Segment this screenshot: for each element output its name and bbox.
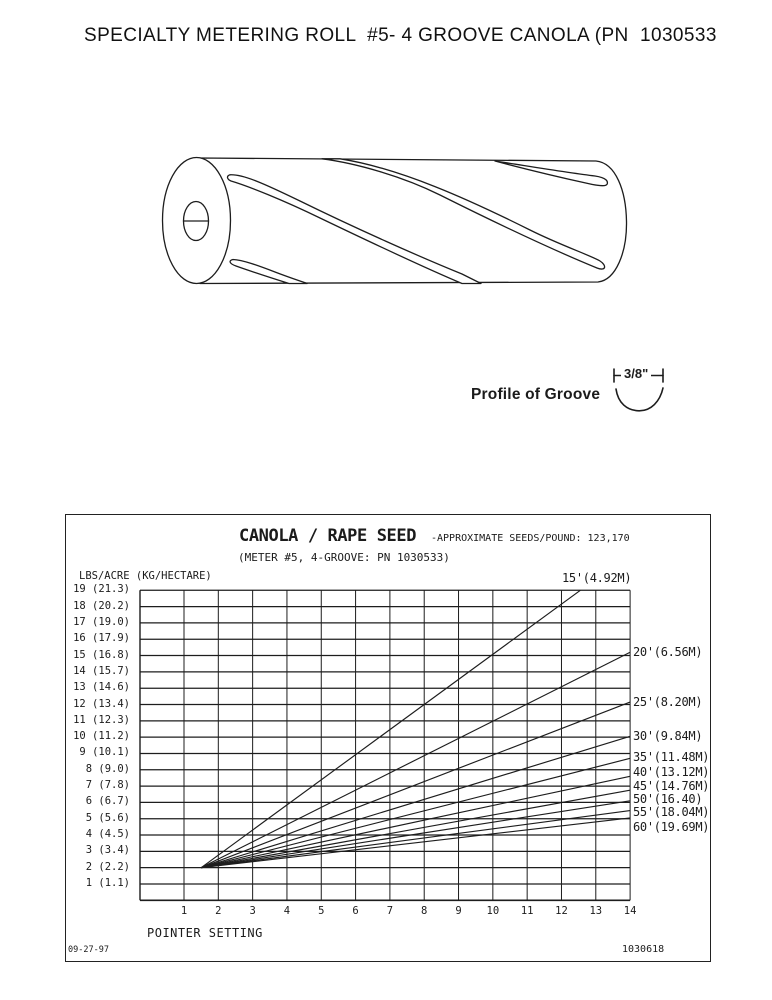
x-tick-label: 11 xyxy=(520,905,534,917)
y-tick-label: 19 (21.3) xyxy=(73,583,130,596)
series-label: 45'(14.76M) xyxy=(633,779,710,794)
x-tick-label: 7 xyxy=(386,905,394,917)
y-tick-label: 8 (9.0) xyxy=(85,762,130,775)
x-tick-label: 9 xyxy=(455,905,462,917)
x-tick-label: 6 xyxy=(352,905,359,917)
x-tick-label: 12 xyxy=(555,905,568,917)
x-tick-label: 13 xyxy=(589,905,603,917)
y-tick-label: 5 (5.6) xyxy=(85,811,130,824)
series-label: 20'(6.56M) xyxy=(633,645,703,660)
y-tick-label: 7 (7.8) xyxy=(85,779,130,792)
series-line xyxy=(201,590,580,867)
chart-title: CANOLA / RAPE SEED xyxy=(239,526,417,546)
y-tick-label: 17 (19.0) xyxy=(73,615,130,628)
series-label: 30'(9.84M) xyxy=(633,729,703,744)
y-tick-label: 13 (14.6) xyxy=(73,681,130,694)
series-label: 40'(13.12M) xyxy=(633,765,710,780)
x-tick-label: 4 xyxy=(283,905,291,917)
y-tick-label: 3 (3.4) xyxy=(85,844,130,857)
x-tick-label: 2 xyxy=(215,905,222,917)
y-tick-label: 2 (2.2) xyxy=(85,860,130,873)
chart-footer-number: 1030618 xyxy=(622,944,665,955)
y-tick-label: 18 (20.2) xyxy=(73,599,130,612)
chart-rate-lines xyxy=(201,590,630,867)
x-tick-label: 8 xyxy=(421,905,428,917)
chart-subtitle: (METER #5, 4-GROOVE: PN 1030533) xyxy=(238,551,450,564)
series-label: 15'(4.92M) xyxy=(562,571,632,585)
series-label: 35'(11.48M) xyxy=(633,750,710,765)
x-tick-label: 5 xyxy=(318,905,325,917)
y-tick-label: 15 (16.8) xyxy=(73,648,130,661)
y-tick-label: 4 (4.5) xyxy=(85,828,130,841)
y-tick-label: 9 (10.1) xyxy=(79,746,130,759)
y-tick-label: 16 (17.9) xyxy=(73,632,130,645)
series-label: 50'(16.40) xyxy=(633,792,703,807)
y-tick-label: 14 (15.7) xyxy=(73,664,130,677)
series-label: 55'(18.04M) xyxy=(633,805,710,820)
page-title: SPECIALTY METERING ROLL #5- 4 GROOVE CANOLA (PN 1030533 xyxy=(84,25,717,46)
groove-profile-label: Profile of Groove xyxy=(471,386,601,403)
series-label: 25'(8.20M) xyxy=(633,695,703,710)
y-tick-label: 1 (1.1) xyxy=(85,876,130,889)
x-tick-label: 3 xyxy=(249,905,256,917)
chart-x-axis-title: POINTER SETTING xyxy=(147,926,263,940)
groove-dimension-label: 3/8" xyxy=(621,366,651,381)
x-tick-label: 14 xyxy=(623,905,637,917)
y-tick-label: 10 (11.2) xyxy=(73,730,130,743)
y-tick-label: 11 (12.3) xyxy=(73,713,130,726)
series-label: 60'(19.69M) xyxy=(633,820,710,835)
x-tick-label: 10 xyxy=(486,905,500,917)
chart-note: -APPROXIMATE SEEDS/POUND: 123,170 xyxy=(431,533,630,544)
x-tick-label: 1 xyxy=(180,905,188,917)
y-tick-label: 6 (6.7) xyxy=(85,795,130,808)
y-tick-label: 12 (13.4) xyxy=(73,697,130,710)
chart-y-axis-title: LBS/ACRE (KG/HECTARE) xyxy=(79,570,212,582)
series-line xyxy=(201,776,630,867)
chart-footer-date: 09-27-97 xyxy=(68,945,109,955)
series-line xyxy=(201,801,630,868)
chart-grid xyxy=(140,590,630,900)
